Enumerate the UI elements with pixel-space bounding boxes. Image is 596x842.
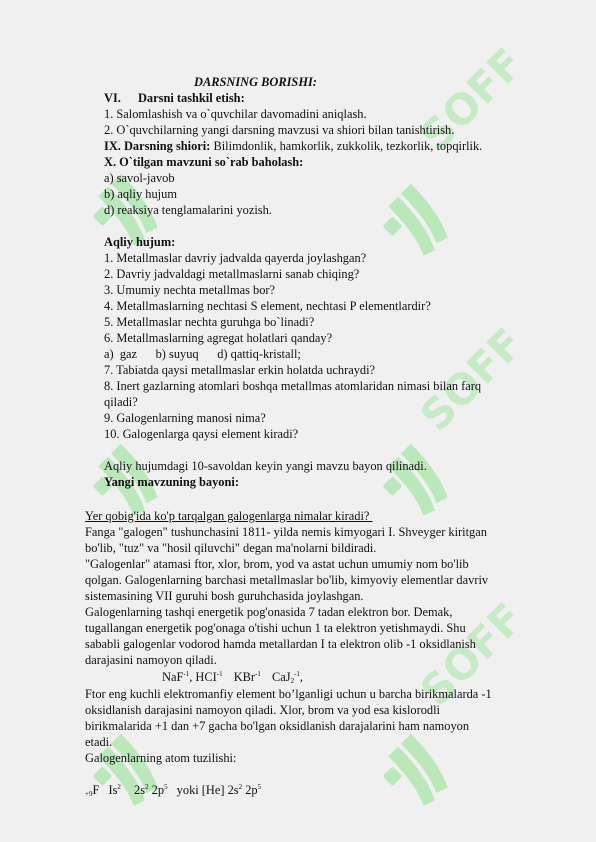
watermark-text: SOFF [410, 593, 533, 716]
body-line: darajasini namoyon qiladi. [85, 653, 217, 667]
brainstorm-heading: Aqliy hujum: [104, 235, 176, 249]
formula-naf: NaF [162, 670, 184, 684]
electron-config: $_{+9}$F Is$^2$ $2s^2$ $2p^5$ yoki [He] $2s^2$ $2p^5$ [85, 783, 262, 798]
section-number: VI. [104, 91, 121, 105]
body-line: sababli galogenlar vodorod hamda metallardan I ta elektron olib -1 oksidlanish [85, 637, 476, 651]
list-item: a) savol-javob [104, 171, 175, 185]
list-item: d) reaksiya tenglamalarini yozish. [104, 203, 272, 217]
slogan-label: IX. Darsning shiori: [104, 139, 211, 153]
slogan-line [104, 138, 482, 154]
question-item: 3. Umumiy nechta metallmas bor? [104, 283, 276, 297]
list-item: 2. O`quvchilarning yangi darsning mavzusi va shiori bilan tanishtirish. [104, 123, 455, 137]
body-line: birikmalarida +1 dan +7 gacha bo'lgan oksidlanish darajalarini ham namoyon [85, 719, 470, 733]
watermark-logo [360, 140, 490, 270]
question-item: 6. Metallmaslarning agregat holatlari qanday? [104, 331, 333, 345]
question-item: 2. Davriy jadvaldagi metallmaslarni sanab chiqing? [104, 267, 360, 281]
question-item: 9. Galogenlarning manosi nima? [104, 411, 266, 425]
formula-caj: CaJ [271, 670, 291, 684]
section-vi-heading [104, 90, 245, 106]
body-line: Galogenlarning tashqi energetik pog'onasida 7 tadan elektron bor. Demak, [85, 605, 453, 619]
body-line: bo'lib, "tuz" va "hosil qiluvchi" degan ma'nolarni bildiradi. [85, 541, 377, 555]
new-topic-heading: Yangi mavzuning bayoni: [104, 475, 239, 489]
watermark-text: SOFF [410, 38, 533, 161]
formula-hcl: , HCI [189, 670, 217, 684]
section-title: Darsni tashkil etish: [137, 91, 245, 105]
question-item: 10. Galogenlarga qaysi element kiradi? [104, 427, 299, 441]
body-line: tugallangan energetik pog'onaga o'tishi uchun 1 ta elektron yetishmaydi. Shu [85, 621, 466, 635]
question-item: qiladi? [104, 395, 138, 409]
atomic-charge: +9 [85, 790, 93, 798]
body-line: Galogenlarning atom tuzilishi: [85, 751, 237, 765]
slogan-text: Bilimdonlik, hamkorlik, zukkolik, tezkorlik, topqirlik. [210, 139, 483, 153]
body-line: sistemasining VII guruhi bosh guruhchasida joylashgan. [85, 589, 364, 603]
section-x-heading: X. O`tilgan mavzuni so`rab baholash: [104, 155, 304, 169]
question-item: 5. Metallmaslar nechta guruhga bo`linadi? [104, 315, 315, 329]
question-item: 8. Inert gazlarning atomlari boshqa metallmas atomlaridan nimasi bilan farq [104, 379, 482, 393]
formula-kbr: KBr [233, 670, 256, 684]
page-heading: DARSNING BORISHI: [194, 75, 317, 89]
list-item: 1. Salomlashish va o`quvchilar davomadini aniqlash. [104, 107, 367, 121]
body-line: "Galogenlar" atamasi ftor, xlor, brom, yod va astat uchun umumiy nom bo'lib [85, 557, 469, 571]
body-line: Ftor eng kuchli elektromanfiy element bo’lganligi uchun u barcha birikmalarda -1 [85, 687, 492, 701]
transition-text: Aqliy hujumdagi 10-savoldan keyin yangi mavzu bayon qilinadi. [104, 459, 427, 473]
topic-question: Yer qobig'ida ko'p tarqalgan galogenlarga nimalar kiradi? [85, 509, 373, 523]
formula-line: NaF$^{-1}$, $HCI^{-1}$ KBr$^{-1}$ CaJ$_2^{-1}$, [162, 670, 304, 685]
body-line: qolgan. Galogenlarning barchasi metallmaslar bo'lib, kimyoviy elementlar davriv [85, 573, 489, 587]
body-line: oksidlanish darajasini namoyon qiladi. Xlor, brom va yod esa kislorodli [85, 703, 440, 717]
question-item: 7. Tabiatda qaysi metallmaslar erkin holatda uchraydi? [104, 363, 376, 377]
watermark-text: SOFF [410, 318, 533, 441]
question-item: a) gaz b) suyuq d) qattiq-kristall; [104, 347, 301, 361]
body-line: etadi. [85, 735, 113, 749]
question-item: 1. Metallmaslar davriy jadvalda qayerda joylashgan? [104, 251, 367, 265]
question-item: 4. Metallmaslarning nechtasi S element, nechtasi P elementlardir? [104, 299, 431, 313]
list-item: b) aqliy hujum [104, 187, 177, 201]
body-line: Fanga "galogen" tushunchasini 1811- yilda nemis kimyogari I. Shveyger kiritgan [85, 525, 487, 539]
